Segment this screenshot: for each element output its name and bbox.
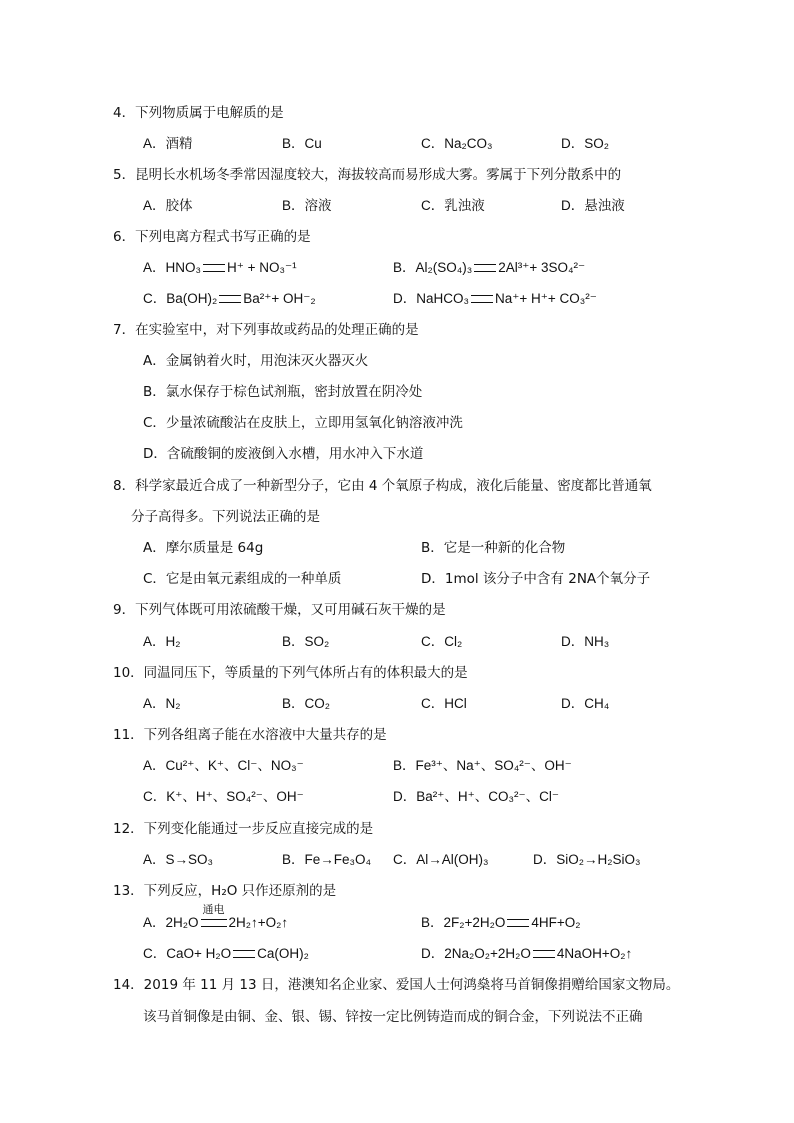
equals-sign-icon (201, 919, 227, 927)
q6-d-right: Na⁺+ H⁺+ CO₃²⁻ (495, 291, 597, 306)
q5-option-b: B．溶液 (282, 198, 332, 213)
equals-sign-icon (474, 264, 496, 272)
q13-d-left: D．2Na₂O₂+2H₂O (421, 946, 531, 961)
equals-sign-icon (533, 950, 555, 958)
q4-option-b: B．Cu (282, 136, 322, 151)
q9-option-d: D．NH₃ (561, 634, 610, 649)
q14-stem-line1: 14．2019 年 11 月 13 日，港澳知名企业家、爱国人士何鸿燊将马首铜像捐赠给国家文物局。 (113, 977, 680, 993)
q11-stem: 11．下列各组离子能在水溶液中大量共存的是 (113, 727, 387, 743)
q7-option-d: D．含硫酸铜的废液倒入水槽，用水冲入下水道 (143, 446, 424, 462)
q5-stem: 5．昆明长水机场冬季常因湿度较大，海拔较高而易形成大雾。雾属于下列分散系中的 (113, 167, 622, 183)
q13-option-a (143, 904, 289, 932)
q10-option-a: A．N₂ (143, 696, 181, 711)
q13-b-right: 4HF+O₂ (531, 915, 581, 930)
equals-sign-icon (471, 295, 493, 303)
q13-option-b (421, 914, 581, 932)
q8-option-c: C．它是由氧元素组成的一种单质 (143, 571, 342, 587)
q7-option-b: B．氯水保存于棕色试剂瓶，密封放置在阴冷处 (143, 384, 423, 400)
q9-option-a: A．H₂ (143, 634, 181, 649)
q10-option-c: C．HCl (421, 696, 467, 711)
q12-stem: 12．下列变化能通过一步反应直接完成的是 (113, 821, 374, 837)
q6-a-right: H⁺ + NO₃⁻¹ (227, 260, 297, 275)
q12-option-d: D．SiO₂→H₂SiO₃ (533, 852, 641, 867)
q6-b-right: 2Al³⁺+ 3SO₄²⁻ (498, 260, 586, 275)
q11-option-c: C．K⁺、H⁺、SO₄²⁻、OH⁻ (143, 789, 304, 804)
q5-option-c: C．乳浊液 (421, 198, 485, 213)
q5-option-d: D．悬浊液 (561, 198, 625, 213)
q10-stem: 10．同温同压下，等质量的下列气体所占有的体积最大的是 (113, 665, 468, 681)
q8-stem-line1: 8．科学家最近合成了一种新型分子，它由 4 个氧原子构成，液化后能量、密度都比普通氧 (113, 478, 652, 494)
q6-d-left: D．NaHCO₃ (393, 291, 470, 306)
q6-c-left: C．Ba(OH)₂ (143, 291, 218, 306)
q6-option-d (393, 290, 597, 308)
q6-b-left: B．Al₂(SO₄)₃ (393, 260, 473, 275)
q5-option-a: A．胶体 (143, 198, 193, 213)
q12-option-b: B．Fe→Fe₃O₄ (282, 852, 372, 867)
q8-option-d: D．1mol 该分子中含有 2NA个氧分子 (421, 571, 651, 587)
q7-option-c: C．少量浓硫酸沾在皮肤上，立即用氢氧化钠溶液冲洗 (143, 415, 463, 431)
q13-b-left: B．2F₂+2H₂O (421, 915, 506, 930)
q4-option-d: D．SO₂ (561, 136, 609, 151)
q14-stem-line2: 该马首铜像是由铜、金、银、锡、锌按一定比例铸造而成的铜合金，下列说法不正确 (143, 1009, 643, 1025)
q11-option-d: D．Ba²⁺、H⁺、CO₃²⁻、Cl⁻ (393, 789, 560, 804)
q4-option-c: C．Na₂CO₃ (421, 136, 493, 151)
q8-stem-line2: 分子高得多。下列说法正确的是 (131, 509, 320, 525)
q13-c-left: C．CaO+ H₂O (143, 946, 232, 961)
equals-sign-icon (233, 950, 255, 958)
q4-option-a: A．酒精 (143, 136, 193, 151)
q13-a-right: 2H₂↑+O₂↑ (228, 915, 289, 930)
equals-sign-icon (203, 264, 225, 272)
q7-stem: 7．在实验室中，对下列事故或药品的处理正确的是 (113, 322, 419, 338)
q13-c-right: Ca(OH)₂ (257, 946, 309, 961)
q11-option-b: B．Fe³⁺、Na⁺、SO₄²⁻、OH⁻ (393, 758, 572, 773)
q6-c-right: Ba²⁺+ OH⁻₂ (243, 291, 316, 306)
q13-a-left: A．2H₂O (143, 915, 199, 930)
q12-option-a: A．S→SO₃ (143, 852, 214, 867)
q6-option-c (143, 290, 316, 308)
q9-stem: 9．下列气体既可用浓硫酸干燥，又可用碱石灰干燥的是 (113, 602, 446, 618)
q6-a-left: A．HNO₃ (143, 260, 202, 275)
q10-option-d: D．CH₄ (561, 696, 610, 711)
equals-sign-icon (219, 295, 241, 303)
q6-option-a (143, 259, 297, 277)
q13-stem: 13．下列反应，H₂O 只作还原剂的是 (113, 883, 337, 899)
q7-option-a: A．金属钠着火时，用泡沫灭火器灭火 (143, 353, 369, 369)
q9-option-c: C．Cl₂ (421, 634, 463, 649)
q8-option-a: A．摩尔质量是 64g (143, 540, 264, 556)
equals-sign-icon (507, 919, 529, 927)
q10-option-b: B．CO₂ (282, 696, 330, 711)
q8-option-b: B．它是一种新的化合物 (421, 540, 566, 556)
q6-option-b (393, 259, 585, 277)
q13-a-condition: 通电 (202, 904, 225, 916)
q13-option-c (143, 945, 309, 963)
q6-stem: 6．下列电离方程式书写正确的是 (113, 229, 311, 245)
q13-option-d (421, 945, 632, 963)
q4-stem: 4．下列物质属于电解质的是 (113, 105, 284, 121)
q12-option-c: C．Al→Al(OH)₃ (393, 852, 489, 867)
q13-d-right: 4NaOH+O₂↑ (556, 946, 633, 961)
q9-option-b: B．SO₂ (282, 634, 330, 649)
q11-option-a: A．Cu²⁺、K⁺、Cl⁻、NO₃⁻ (143, 758, 304, 773)
